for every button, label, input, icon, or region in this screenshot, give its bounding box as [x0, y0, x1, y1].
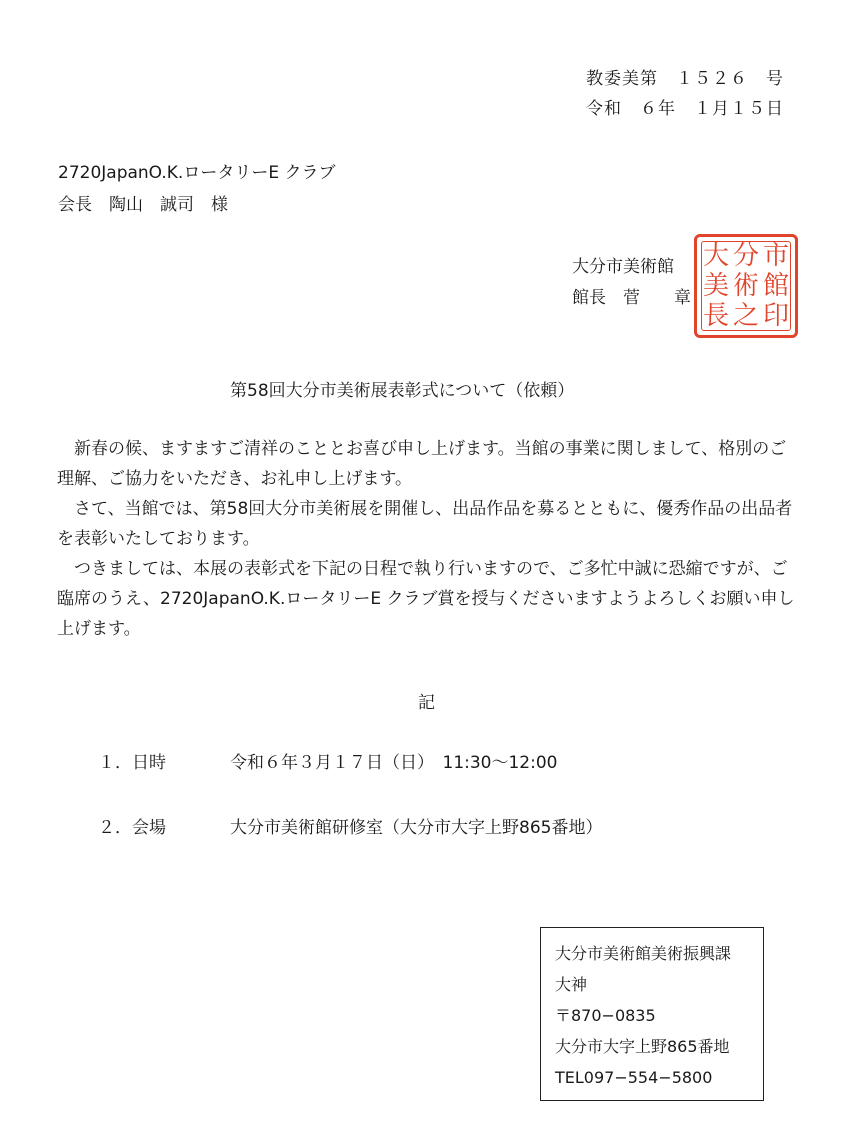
seal-character: 長	[702, 301, 729, 331]
contact-postal: 〒870−0835	[555, 1006, 656, 1025]
contact-address: 大分市大字上野865番地	[555, 1037, 730, 1056]
seal-character: 之	[732, 301, 759, 331]
contact-box	[540, 927, 764, 1101]
item-datetime-value: 令和６年３月１７日（日） 11:30～12:00	[230, 753, 558, 773]
body-paragraph: つきましては、本展の表彰式を下記の日程で執り行いますので、ご多忙中誠に恐縮ですが、ご臨席のうえ、2720JapanO.K.ロータリーE クラブ賞を授与くださいますようよろしくお願い申し上げます。	[57, 559, 795, 639]
seal-character: 館	[762, 271, 789, 301]
contact-tel: TEL097−554−5800	[555, 1068, 713, 1087]
reference-number: 教委美第 １５２６ 号	[586, 69, 784, 89]
item-venue-label: ２．会場	[98, 818, 166, 838]
item-venue-value: 大分市美術館研修室（大分市大字上野865番地）	[230, 818, 603, 838]
addressee-president: 会長 陶山 誠司 様	[58, 195, 228, 215]
seal-character: 印	[762, 301, 789, 331]
item-datetime-label: １．日時	[98, 753, 166, 773]
sender-museum: 大分市美術館	[572, 257, 674, 277]
document-date: 令和 ６年 １月１５日	[586, 99, 784, 119]
document-subject: 第58回大分市美術展表彰式について（依頼）	[230, 381, 575, 401]
seal-character: 市	[762, 241, 789, 271]
seal-character: 美	[702, 271, 729, 301]
sender-director: 館長 菅 章	[572, 288, 691, 308]
seal-character: 術	[732, 271, 759, 301]
addressee-club: 2720JapanO.K.ロータリーE クラブ	[58, 163, 336, 183]
official-seal	[694, 234, 798, 338]
ki-heading: 記	[418, 693, 435, 713]
letter-body	[57, 434, 802, 644]
contact-person: 大神	[555, 975, 588, 994]
body-paragraph: さて、当館では、第58回大分市美術展を開催し、出品作品を募るとともに、優秀作品の出品者を表彰いたしております。	[57, 499, 793, 549]
body-paragraph: 新春の候、ますますご清祥のこととお喜び申し上げます。当館の事業に関しまして、格別のご理解、ご協力をいただき、お礼申し上げます。	[57, 439, 787, 489]
contact-department: 大分市美術館美術振興課	[555, 944, 732, 963]
seal-character: 分	[732, 241, 759, 271]
seal-character: 大	[702, 241, 729, 271]
